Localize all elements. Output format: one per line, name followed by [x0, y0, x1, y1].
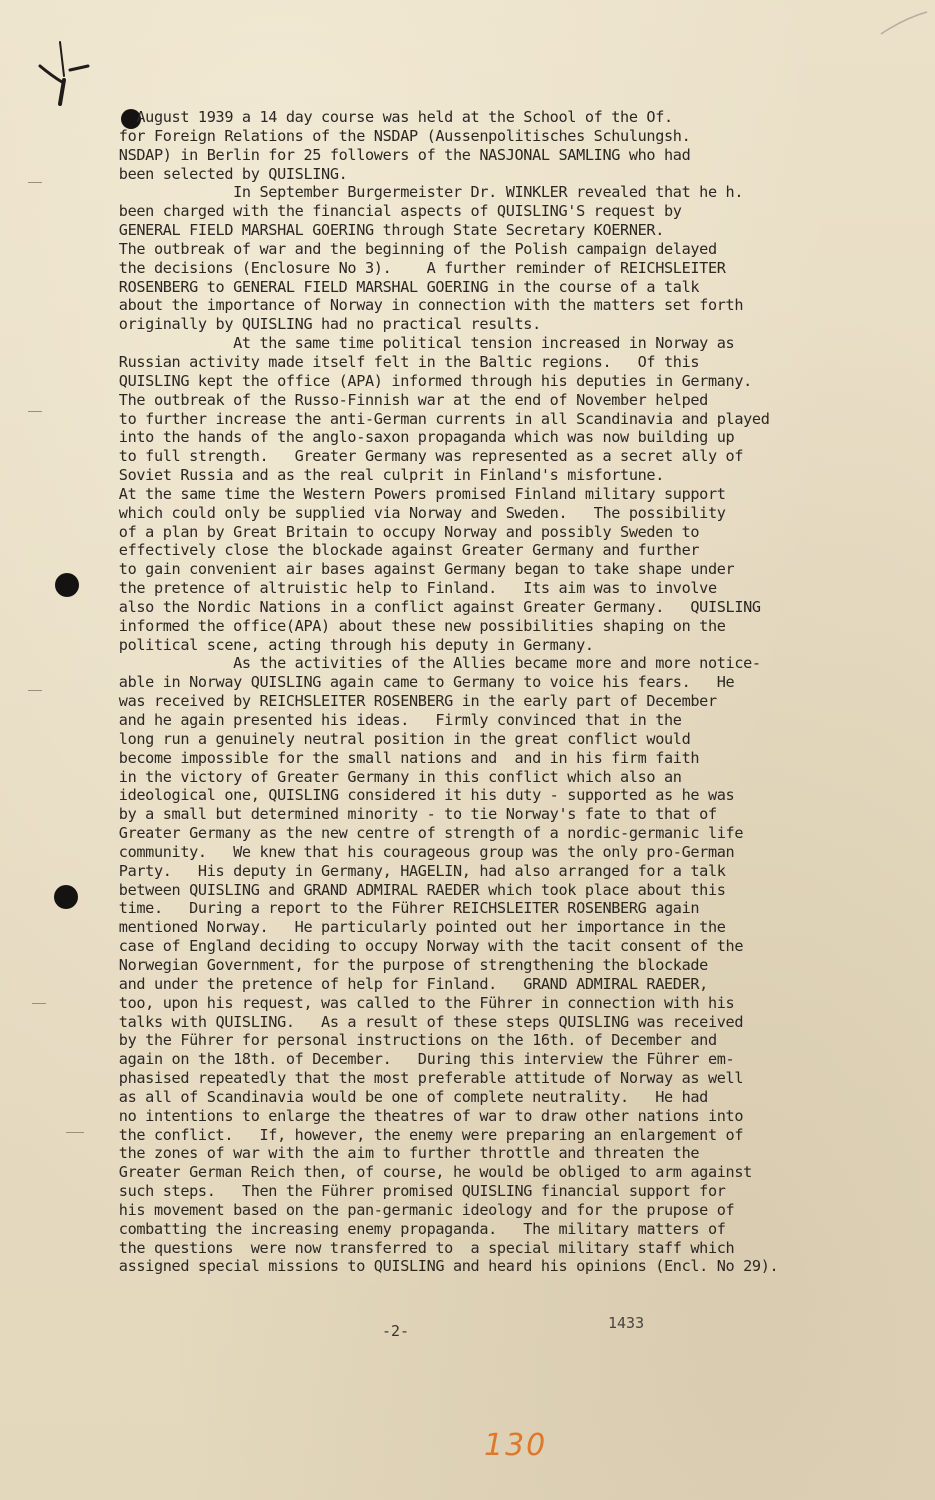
text-line: by a small but determined minority - to tie Norway's fate to that of	[110, 805, 717, 824]
text-line: and under the pretence of help for Finland. GRAND ADMIRAL RAEDER,	[110, 974, 708, 993]
text-line: to further increase the anti-German currents in all Scandinavia and played	[110, 409, 770, 428]
text-line: combatting the increasing enemy propaganda. The military matters of	[110, 1219, 726, 1238]
text-line: ROSENBERG to GENERAL FIELD MARSHAL GOERING in the course of a talk	[110, 277, 700, 296]
text-line: been charged with the financial aspects of QUISLING'S request by	[110, 202, 682, 221]
text-line: the questions were now transferred to a special military staff which	[110, 1238, 735, 1257]
text-line: At the same time the Western Powers promised Finland military support	[110, 484, 726, 503]
corner-pencil-stroke-icon	[879, 8, 929, 38]
text-line: become impossible for the small nations and and in his firm faith	[110, 748, 700, 767]
pencil-annotation-icon	[30, 36, 100, 116]
text-line: originally by QUISLING had no practical results.	[110, 315, 541, 334]
document-number: 1433	[608, 1314, 645, 1332]
punch-hole-middle	[55, 573, 79, 597]
text-line: As the activities of the Allies became more and more notice-	[110, 654, 761, 673]
text-line: mentioned Norway. He particularly pointed out her importance in the	[110, 918, 726, 937]
text-line: the decisions (Enclosure No 3). A further reminder of REICHSLEITER	[110, 258, 726, 277]
text-line: case of England deciding to occupy Norway with the tacit consent of the	[110, 937, 744, 956]
text-line: QUISLING kept the office (APA) informed through his deputies in Germany.	[110, 371, 752, 390]
text-line: also the Nordic Nations in a conflict against Greater Germany. QUISLING	[110, 597, 761, 616]
text-line: effectively close the blockade against Greater Germany and further	[110, 541, 700, 560]
text-line: to full strength. Greater Germany was represented as a secret ally of	[110, 447, 744, 466]
text-line: been selected by QUISLING.	[110, 164, 348, 183]
text-line: At the same time political tension increased in Norway as	[110, 334, 735, 353]
text-line: into the hands of the anglo-saxon propaganda which was now building up	[110, 428, 735, 447]
text-line: the pretence of altruistic help to Finland. Its aim was to involve	[110, 579, 717, 598]
text-line: informed the office(APA) about these new possibilities shaping on the	[110, 616, 726, 635]
text-line: political scene, acting through his deputy in Germany.	[110, 635, 594, 654]
margin-tick	[28, 411, 42, 412]
text-line: Russian activity made itself felt in the Baltic regions. Of this	[110, 352, 700, 371]
margin-tick	[32, 1003, 46, 1004]
text-line: In September Burgermeister Dr. WINKLER revealed that he h.	[110, 183, 744, 202]
text-line: about the importance of Norway in connection with the matters set forth	[110, 296, 744, 315]
document-body	[110, 108, 840, 1276]
text-line: Greater German Reich then, of course, he would be obliged to arm against	[110, 1163, 752, 1182]
text-line: of a plan by Great Britain to occupy Norway and possibly Sweden to	[110, 522, 700, 541]
text-line: Greater Germany as the new centre of strength of a nordic-germanic life	[110, 824, 744, 843]
margin-tick	[28, 690, 42, 691]
archive-number-stamp: 130	[484, 1428, 548, 1463]
text-line: assigned special missions to QUISLING and heard his opinions (Encl. No 29).	[110, 1257, 779, 1276]
text-line: no intentions to enlarge the theatres of war to draw other nations into	[110, 1106, 744, 1125]
text-line: by the Führer for personal instructions on the 16th. of December and	[110, 1031, 717, 1050]
text-line: for Foreign Relations of the NSDAP (Aussenpolitisches Schulungsh.	[110, 126, 691, 145]
punch-hole-bottom	[54, 885, 78, 909]
text-line: and he again presented his ideas. Firmly convinced that in the	[110, 711, 682, 729]
text-line: able in Norway QUISLING again came to Germany to voice his fears. He	[110, 673, 735, 692]
text-line: August 1939 a 14 day course was held at the School of the Of.	[110, 108, 673, 126]
margin-tick	[28, 182, 42, 183]
text-line: such steps. Then the Führer promised QUISLING financial support for	[110, 1182, 726, 1201]
margin-tick	[66, 1132, 84, 1133]
page-number: -2-	[382, 1322, 410, 1340]
text-line: which could only be supplied via Norway and Sweden. The possibility	[110, 503, 726, 522]
text-line: the zones of war with the aim to further throttle and threaten the	[110, 1144, 700, 1163]
text-line: to gain convenient air bases against Germany began to take shape under	[110, 560, 735, 579]
text-line: GENERAL FIELD MARSHAL GOERING through State Secretary KOERNER.	[110, 221, 665, 240]
text-line: again on the 18th. of December. During this interview the Führer em-	[110, 1050, 735, 1069]
text-line: the conflict. If, however, the enemy were preparing an enlargement of	[110, 1125, 744, 1144]
text-line: time. During a report to the Führer REICHSLEITER ROSENBERG again	[110, 899, 700, 918]
text-line: in the victory of Greater Germany in this conflict which also an	[110, 767, 682, 786]
text-line: between QUISLING and GRAND ADMIRAL RAEDER which took place about this	[110, 880, 726, 899]
text-line: Soviet Russia and as the real culprit in Finland's misfortune.	[110, 466, 665, 485]
text-line: community. We knew that his courageous group was the only pro-German	[110, 842, 735, 861]
text-line: The outbreak of war and the beginning of the Polish campaign delayed	[110, 239, 717, 258]
text-line: was received by REICHSLEITER ROSENBERG in the early part of December	[110, 692, 717, 711]
text-line: as all of Scandinavia would be one of complete neutrality. He had	[110, 1087, 708, 1106]
text-line: NSDAP) in Berlin for 25 followers of the NASJONAL SAMLING who had	[110, 145, 691, 164]
text-line: Norwegian Government, for the purpose of strengthening the blockade	[110, 955, 708, 974]
text-line: phasised repeatedly that the most preferable attitude of Norway as well	[110, 1069, 744, 1088]
text-line: his movement based on the pan-germanic ideology and for the prupose of	[110, 1200, 735, 1219]
text-line: too, upon his request, was called to the Führer in connection with his	[110, 993, 735, 1012]
text-line: long run a genuinely neutral position in the great conflict would	[110, 729, 691, 748]
text-line: ideological one, QUISLING considered it his duty - supported as he was	[110, 786, 735, 805]
text-line: The outbreak of the Russo-Finnish war at the end of November helped	[110, 390, 708, 409]
text-line: Party. His deputy in Germany, HAGELIN, had also arranged for a talk	[110, 861, 726, 880]
text-line: talks with QUISLING. As a result of these steps QUISLING was received	[110, 1012, 744, 1031]
